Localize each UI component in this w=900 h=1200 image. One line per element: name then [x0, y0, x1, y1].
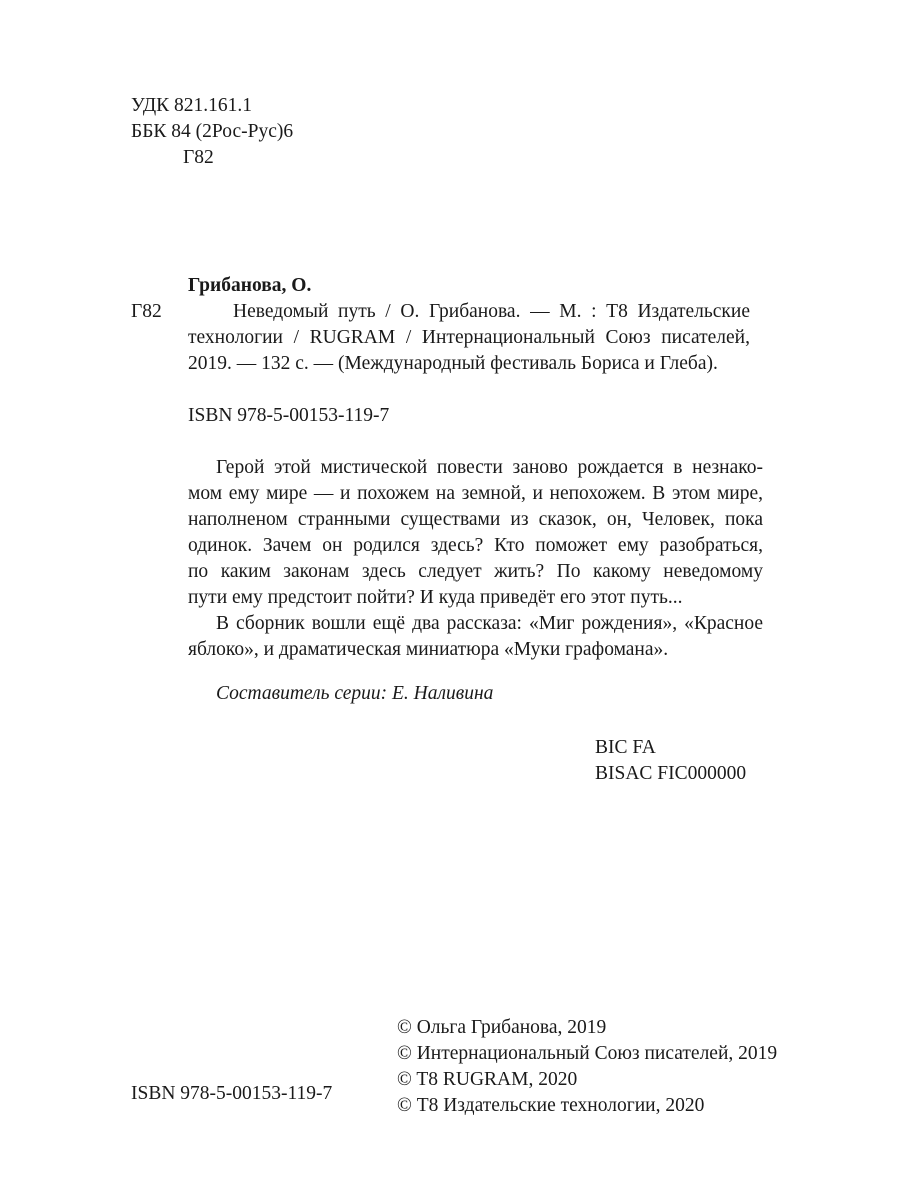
annotation-line: яблоко», и драматическая миниатюра «Муки графомана». — [188, 639, 669, 660]
annotation-line: В сборник вошли ещё два рассказа: «Миг рождения», «Красное — [216, 613, 763, 634]
copyright-line: © Интернациональный Союз писателей, 2019 — [397, 1043, 778, 1064]
annotation — [188, 455, 763, 663]
copyright-line: © Т8 Издательские технологии, 2020 — [397, 1095, 705, 1116]
bic-code: BIC FA — [595, 737, 656, 758]
isbn: ISBN 978-5-00153-119-7 — [188, 405, 390, 426]
series-compiler: Составитель серии: Е. Наливина — [216, 683, 494, 704]
annotation-line: пути ему предстоит пойти? И куда приведёт его этот путь... — [188, 587, 683, 608]
bib-line-3: 2019. — 132 с. — (Международный фестиваль Бориса и Глеба). — [188, 353, 718, 374]
isbn-footer: ISBN 978-5-00153-119-7 — [131, 1083, 333, 1104]
subject-codes — [595, 735, 746, 787]
udk-code: УДК 821.161.1 — [131, 95, 253, 116]
author-heading: Грибанова, О. — [188, 275, 312, 296]
copyright-line: © Ольга Грибанова, 2019 — [397, 1017, 607, 1038]
annotation-line: мом ему мире — и похожем на земной, и непохожем. В этом мире, — [188, 483, 763, 504]
copyright-line: © T8 RUGRAM, 2020 — [397, 1069, 578, 1090]
copyright-block — [397, 1015, 777, 1119]
classification-block — [131, 93, 293, 171]
bib-line-1: Неведомый путь / О. Грибанова. — М. : Т8 Издательские — [233, 301, 750, 322]
annotation-line: наполненом странными существами из сказок, он, Человек, пока — [188, 509, 763, 530]
catalog-code: Г82 — [131, 301, 162, 322]
bibliographic-description — [188, 299, 750, 377]
bisac-code: BISAC FIC000000 — [595, 763, 747, 784]
bib-line-2: технологии / RUGRAM / Интернациональный Союз писателей, — [188, 327, 750, 348]
author-mark: Г82 — [183, 147, 214, 168]
annotation-line: Герой этой мистической повести заново рождается в незнако- — [216, 457, 763, 478]
bbk-code: ББК 84 (2Рос-Рус)6 — [131, 121, 294, 142]
annotation-line: по каким законам здесь следует жить? По какому неведомому — [188, 561, 763, 582]
annotation-line: одинок. Зачем он родился здесь? Кто поможет ему разобраться, — [188, 535, 763, 556]
